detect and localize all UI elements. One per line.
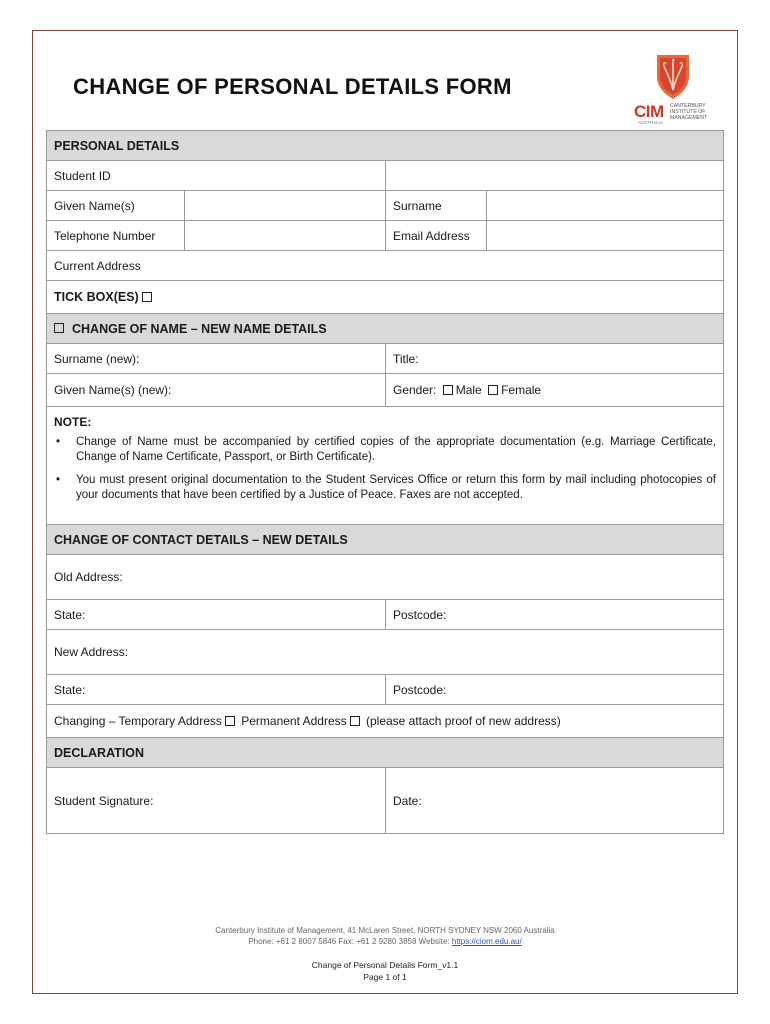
address-type-row	[47, 705, 724, 738]
cim-logo	[634, 52, 716, 124]
note-item: • You must present original documentation to the Student Services Office or return this form by mail including photocopies of your documents that have been certified by a Justice of Peace. Faxes are not accepted.	[56, 474, 716, 501]
logo-text: CIM	[634, 102, 664, 121]
section-heading: CHANGE OF NAME – NEW NAME DETAILS	[72, 321, 327, 336]
email-field[interactable]	[487, 221, 724, 251]
signature-field[interactable]	[47, 768, 386, 834]
bullet-icon: •	[56, 436, 61, 448]
given-new-label: Given Name(s) (new):	[54, 383, 172, 397]
logo-country: AUSTRALIA	[638, 120, 664, 125]
tick-boxes-row	[47, 281, 724, 314]
given-names-field[interactable]	[185, 191, 386, 221]
section-change-of-name	[47, 314, 724, 344]
gender-field	[386, 374, 724, 407]
tick-boxes-label: TICK BOX(ES)	[54, 290, 139, 304]
telephone-label: Telephone Number	[47, 221, 185, 251]
note-item: • Change of Name must be accompanied by certified copies of the appropriate documentation (e.g. Marriage Certificate, Change of Name Certificate, Passport, or Birth Certificate).	[56, 436, 716, 463]
website-link[interactable]: https://ciom.edu.au/	[451, 937, 522, 946]
surname-label: Surname	[386, 191, 487, 221]
new-address-field[interactable]	[47, 630, 724, 675]
tick-boxes-checkbox[interactable]	[142, 292, 152, 302]
student-id-label: Student ID	[47, 161, 386, 191]
female-label: Female	[501, 383, 542, 397]
given-names-label: Given Name(s)	[47, 191, 185, 221]
section-heading: CHANGE OF CONTACT DETAILS – NEW DETAILS	[47, 525, 724, 555]
page-number: Page 1 of 1	[363, 972, 407, 982]
date-field[interactable]	[386, 768, 724, 834]
gender-label: Gender:	[393, 383, 437, 397]
signature-label: Student Signature:	[54, 793, 154, 808]
page-title: CHANGE OF PERSONAL DETAILS FORM	[73, 74, 512, 99]
permanent-address-label: Permanent Address	[241, 714, 347, 728]
temporary-address-label: Changing – Temporary Address	[54, 714, 222, 728]
footer-contact	[0, 937, 770, 946]
state-field[interactable]	[47, 600, 386, 630]
section-personal-details	[47, 131, 724, 161]
permanent-address-checkbox[interactable]	[350, 716, 360, 726]
current-address-label: Current Address	[54, 258, 141, 273]
surname-field[interactable]	[487, 191, 724, 221]
footer-version: Change of Personal Details Form_v1.1	[311, 960, 459, 970]
section-declaration	[47, 738, 724, 768]
male-label: Male	[455, 383, 482, 397]
state-label: State:	[54, 607, 86, 622]
section-change-of-contact	[47, 525, 724, 555]
old-address-field[interactable]	[47, 555, 724, 600]
telephone-field[interactable]	[185, 221, 386, 251]
change-of-name-checkbox[interactable]	[54, 323, 64, 333]
surname-new-label: Surname (new):	[54, 351, 140, 366]
postcode-label: Postcode:	[393, 607, 447, 622]
postcode-new-field[interactable]	[386, 675, 724, 705]
current-address-field[interactable]	[47, 251, 724, 281]
cim-shield-icon	[654, 52, 692, 100]
postcode-new-label: Postcode:	[393, 682, 447, 697]
footer-address: Canterbury Institute of Management, 41 McLaren Street, NORTH SYDNEY NSW 2060 Australia	[215, 926, 555, 935]
female-checkbox[interactable]	[488, 385, 498, 395]
proof-note: (please attach proof of new address)	[365, 714, 561, 728]
footer-phone: Phone: +61 2 8007 5846 Fax: +61 2 9280 3858 Website:	[248, 937, 452, 946]
temporary-address-checkbox[interactable]	[225, 716, 235, 726]
section-heading: DECLARATION	[47, 738, 724, 768]
section-heading: PERSONAL DETAILS	[47, 131, 724, 161]
note-list	[54, 435, 716, 503]
form-table	[46, 130, 724, 834]
new-address-label: New Address:	[54, 645, 129, 659]
note-box	[47, 407, 724, 525]
surname-new-field[interactable]	[47, 344, 386, 374]
state-new-field[interactable]	[47, 675, 386, 705]
state-new-label: State:	[54, 682, 86, 697]
title-label: Title:	[393, 351, 419, 366]
male-checkbox[interactable]	[443, 385, 453, 395]
old-address-label: Old Address:	[54, 570, 123, 584]
date-label: Date:	[393, 793, 422, 808]
logo-subtitle: CANTERBURY INSTITUTE OF MANAGEMENT	[670, 103, 708, 121]
bullet-icon: •	[56, 474, 61, 486]
postcode-field[interactable]	[386, 600, 724, 630]
given-new-field[interactable]	[47, 374, 386, 407]
email-label: Email Address	[386, 221, 487, 251]
note-heading: NOTE:	[54, 415, 92, 429]
student-id-field[interactable]	[386, 161, 724, 191]
title-field[interactable]	[386, 344, 724, 374]
